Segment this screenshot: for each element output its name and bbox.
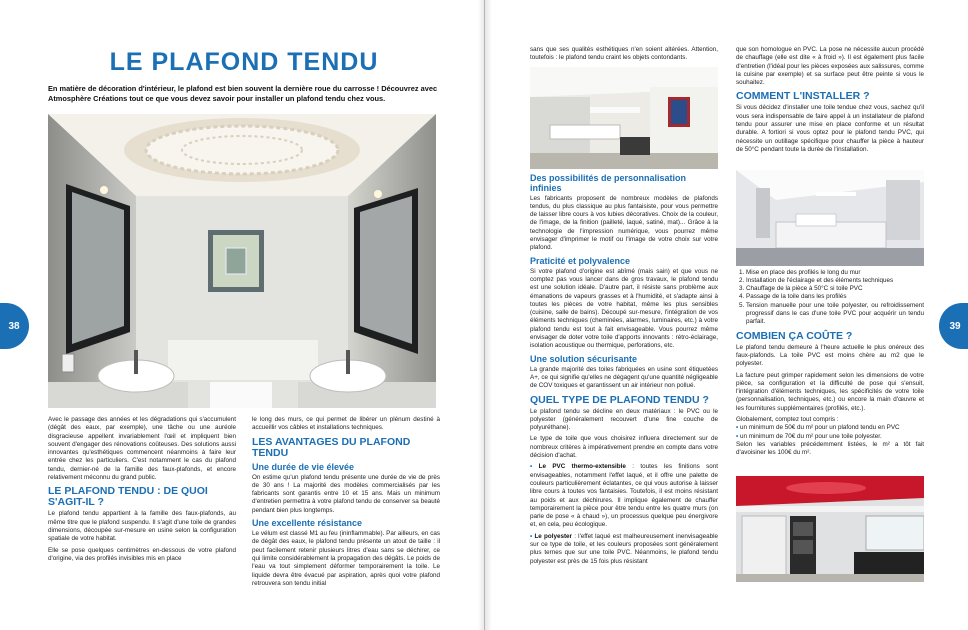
price-item: • un minimum de 70€ du m² pour une toile polyester. bbox=[736, 432, 882, 440]
paragraph: Le plafond tendu appartient à la famille des faux-plafonds, au même titre que le plafond suspendu. Il s'agit d'une toile de grandes dimensions, découpée sur-mesure en usine selon la configuration spatiale de votre habitat. bbox=[48, 510, 236, 543]
paragraph: La grande majorité des toiles fabriquées en usine sont étiquetées A+, ce qui signifie qu'elles ne dégagent qu'une quantité négligeable de COV toxiques et garantissent un air intérieur non pollué. bbox=[530, 365, 718, 390]
paragraph: Le vélum est classé M1 au feu (ininflammable). Par ailleurs, en cas de dégât des eaux, le plafond tendu présente un atout de taille : il peut facilement retenir plusieurs litres d'eau sans se déchirer, ce qui limite considérablement la propagation des dégâts. Le poids de l'eau va tout simplement déformer temporairement la toile. Le liquide devra être évacué par aspiration, après quoi votre plafond retrouvera son tendu initial bbox=[252, 530, 440, 587]
page-number-left: 38 bbox=[0, 303, 29, 349]
column-2 bbox=[252, 416, 440, 591]
paragraph: Si vous décidez d'installer une toile tendue chez vous, sachez qu'il vous sera indispensable de faire appel à un installateur de plafond tendu pour assurer une mise en place conforme et un résultat durable. A fortiori si vous optez pour le plafond tendu PVC, qui nécessite un outillage spécifique pour chauffer la pièce à hauteur de 50°C pendant toute la durée de l'installation. bbox=[736, 104, 924, 153]
paragraph: Selon les variables précédemment listées, le m² a tôt fait d'avoisiner les 100€ du m². bbox=[736, 440, 924, 457]
bedroom-photo bbox=[736, 170, 924, 266]
subheading-perso: Des possibilités de personnalisation infinies bbox=[530, 172, 687, 193]
paragraph-pvc: • Le PVC thermo-extensible : toutes les finitions sont envisageables, notamment l'effet laqué, et il offre une palette de couleurs particulièrement éclatantes, ce qui vous autorise à laisser libre cours à toutes vos fantaisies. Toutefois, il est moins résistant au poids et aux déchirures. Il implique également de chauffer temporairement la pièce pour être tendu entre les quatre murs (on parle de pose « à chaud »), un processus quelque peu énergivore et, en cela, peu écologique. bbox=[530, 463, 719, 529]
page-number-right: 39 bbox=[939, 303, 968, 349]
bathroom-photo bbox=[48, 114, 436, 408]
list-item: 1. Mise en place des profilés le long du mur bbox=[746, 269, 924, 277]
paragraph: Globalement, comptez tout compris : bbox=[736, 416, 839, 424]
paragraph: le long des murs, ce qui permet de libérer un plénum destiné à accueillir vos câbles et installations techniques. bbox=[252, 416, 440, 432]
heading-quoi: LE PLAFOND TENDU : DE QUOI S'AGIT-IL ? bbox=[48, 485, 208, 509]
paragraph: Si votre plafond d'origine est abîmé (mais sain) et que vous ne comptez pas vous lancer dans de gros travaux, le plafond tendu est une solution idéale. D'autre part, il résiste sans problème aux émanations de vapeurs grasses et à l'humidité, et s'adapte ainsi à toutes les pièces de votre habitat, même les plus sensibles (cuisine, salle de bains). Découpé sur-mesure, l'intégration de vos éléments techniques (cheminées, alarmes, luminaires, etc.) à votre plafond tendu est tout à fait envisageable. Vous pourrez même envisager de doter votre toile d'apports innovants : rétro-éclairage, isolation acoustique ou thermique, perforations, etc. bbox=[530, 267, 718, 350]
paragraph: Le plafond tendu se décline en deux matériaux : le PVC ou le polyester (généralement recouvert d'une fine couche de polyuréthane). bbox=[530, 407, 718, 432]
paragraph: La facture peut grimper rapidement selon les dimensions de votre pièce, sa configuration et la difficulté de pose qui s'ensuit, l'intégration d'éléments techniques, les spécificités de votre toile (personnalisation, techniques, etc.) ou encore la main d'œuvre et les fournitures supplémentaires (profilés, etc.). bbox=[736, 371, 924, 412]
paragraph: sans que ses qualités esthétiques n'en soient altérées. Attention, toutefois : le plafond tendu craint les objets contondants. bbox=[530, 46, 718, 62]
paragraph: que son homologue en PVC. La pose ne nécessite aucun procédé de chauffage (elle est dite « à froid »). Il est également plus facile d'entretien (l'idéal pour les pièces exposées aux salissures, comme la cuisine par exemple) et sa surface peut être peinte si vous le souhaitez. bbox=[736, 46, 924, 87]
list-item: 5. Tension manuelle pour une toile polyester, ou refroidissement progressif dans le cas d'une toile PVC pour acquérir un tendu parfait. bbox=[746, 302, 924, 327]
paragraph: Le plafond tendu demeure à l'heure actuelle le plus onéreux des faux-plafonds. La toile PVC est moins chère au m2 que le polyester. bbox=[736, 343, 924, 368]
price-item: • un minimum de 50€ du m² pour un plafond tendu en PVC bbox=[736, 424, 900, 432]
list-item: 3. Chauffage de la pièce à 50°C si toile PVC bbox=[746, 285, 924, 293]
list-item: 4. Passage de la toile dans les profilés bbox=[746, 293, 924, 301]
right-page bbox=[485, 0, 968, 630]
heading-installer: COMMENT L'INSTALLER ? bbox=[736, 90, 870, 103]
paragraph: Avec le passage des années et les dégradations qui s'accumulent (dégât des eaux, par exemple), une tâche ou une auréole disgracieuse appellent invariablement l'œil et impliquent bien souvent d'engager des rénovations coûteuses. Des solutions aussi innovantes qu'esthétiques commencent néanmoins à faire leur entrée chez les particuliers. C'est notamment le cas du plafond tendu, dernier-né de la famille des faux-plafonds, et encore relativement méconnu du grand public. bbox=[48, 416, 236, 482]
heading-cout: COMBIEN ÇA COÛTE ? bbox=[736, 329, 853, 342]
installation-steps bbox=[736, 269, 924, 327]
paragraph-polyester: • Le polyester : l'effet laqué est malheureusement inenvisageable sur ce type de toile, et les couleurs proposées sont généralement plus ternes que sur une toile PVC. Néanmoins, le plafond tendu polyester est près de 15 fois plus résistant bbox=[530, 532, 718, 565]
paragraph: Elle se pose quelques centimètres en-dessous de votre plafond d'origine, via des profilés invisibles mis en place bbox=[48, 546, 236, 562]
paragraph: Le type de toile que vous choisirez influera directement sur de nombreux critères à impérativement prendre en compte dans votre décision d'achat. bbox=[530, 435, 718, 460]
article-title: LE PLAFOND TENDU bbox=[109, 48, 379, 76]
subheading-securisante: Une solution sécurisante bbox=[530, 353, 638, 364]
paragraph: Les fabricants proposent de nombreux modèles de plafonds tendus, du plus classique au plus fantaisiste, pour vous permettre de laisser libre cours à vos lubies décoratives. Choix de la couleur, de l'image, de la finition (pailleté, laqué, satiné, mat)... Grâce à la technologie de l'impression numérique, vous pourrez même envisager d'imprimer le motif ou l'image de votre choix sur votre plafond. bbox=[530, 194, 718, 252]
subheading-praticite: Praticité et polyvalence bbox=[530, 255, 631, 266]
column-1 bbox=[48, 416, 236, 566]
subheading-duree: Une durée de vie élevée bbox=[252, 461, 355, 472]
kitchen-photo bbox=[736, 476, 924, 582]
spine-shadow bbox=[478, 0, 492, 630]
living-room-photo bbox=[530, 67, 718, 169]
subheading-resistance: Une excellente résistance bbox=[252, 518, 363, 529]
heading-type: QUEL TYPE DE PLAFOND TENDU ? bbox=[530, 393, 709, 406]
paragraph: On estime qu'un plafond tendu présente une durée de vie de près de 30 ans ! La majorité des modèles commercialisés par les fabricants sont garantis entre 10 et 15 ans. Mais un minimum d'entretien permettra à votre plafond tendu de conserver sa beauté pendant bien plus longtemps. bbox=[252, 473, 440, 514]
list-item: 2. Installation de l'éclairage et des éléments techniques bbox=[746, 277, 924, 285]
article-intro: En matière de décoration d'intérieur, le plafond est bien souvent la dernière roue du carrosse ! Découvrez avec Atmosphère Créations tout ce que vous devez savoir pour installer un plafond tendu chez vous. bbox=[48, 84, 438, 103]
heading-avantages: LES AVANTAGES DU PLAFOND TENDU bbox=[252, 435, 411, 459]
